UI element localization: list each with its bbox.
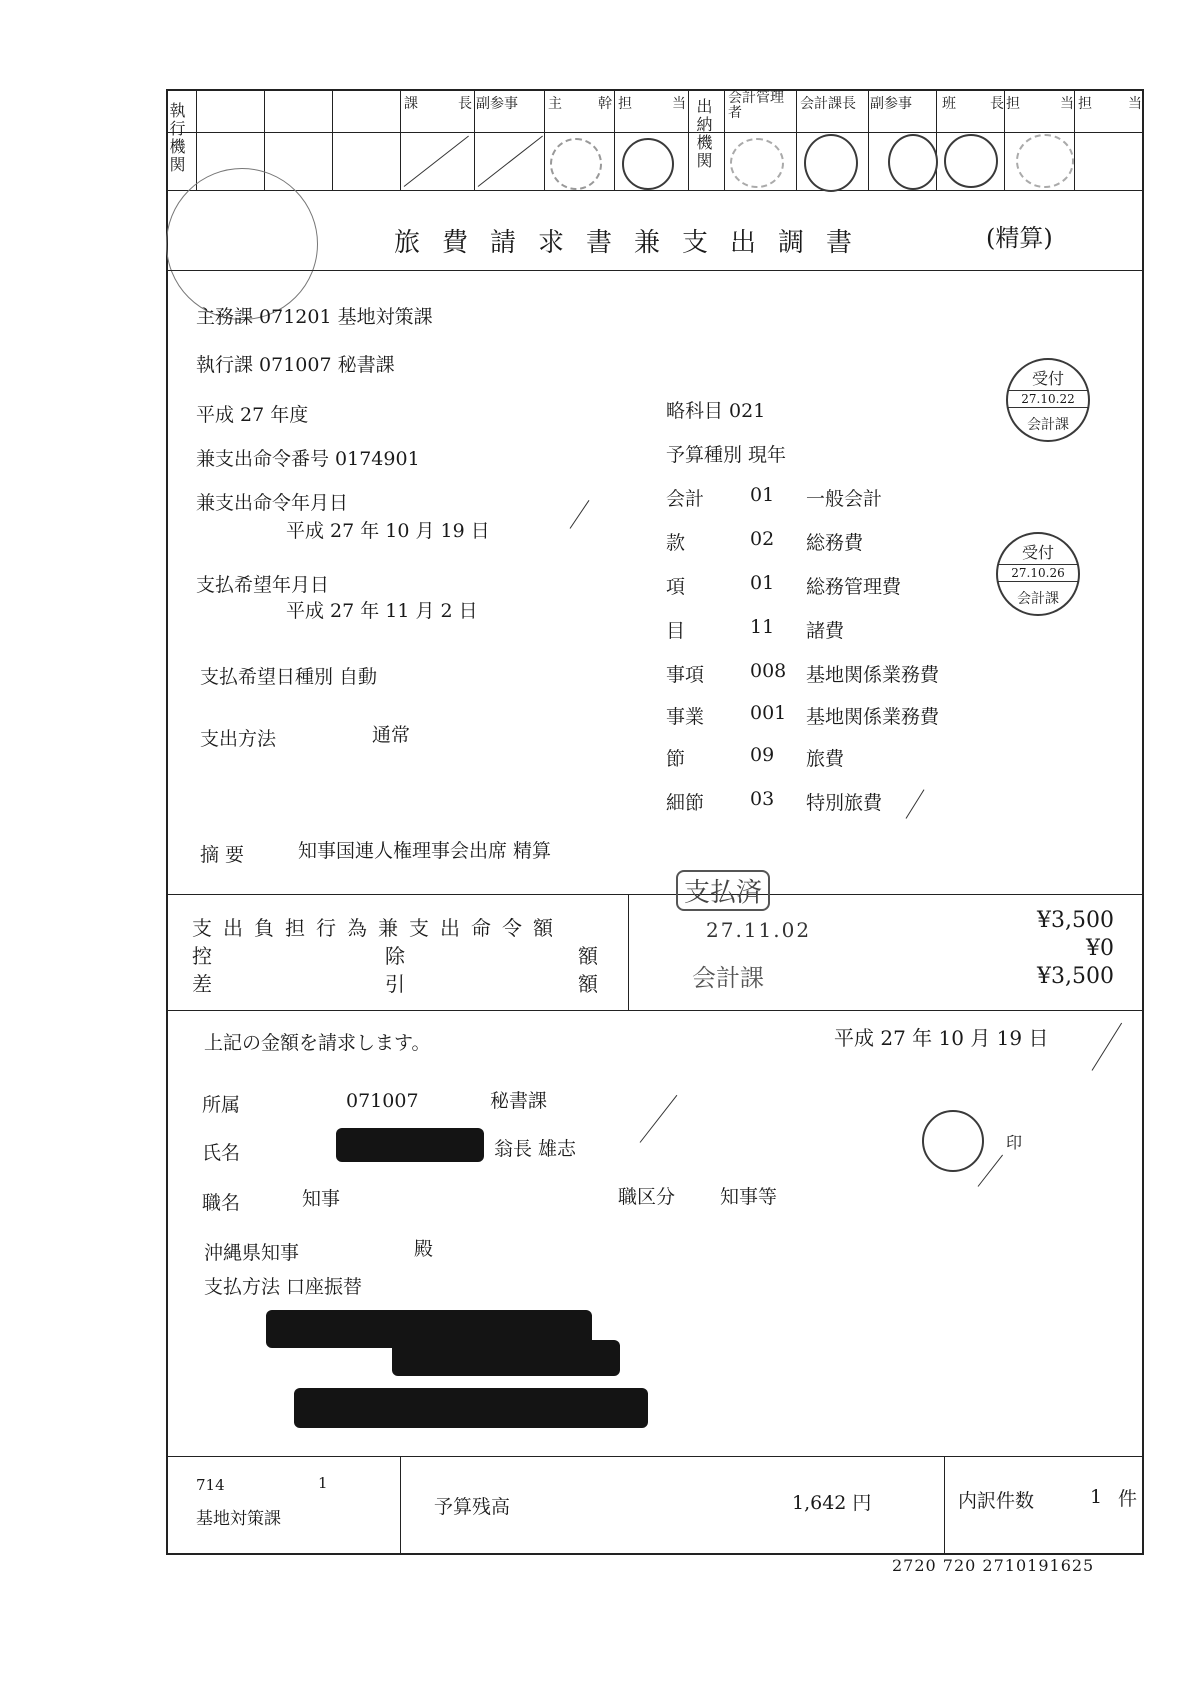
account-row-name: 諸費 <box>806 620 845 642</box>
payment-date-type: 支払希望日種別 自動 <box>200 666 378 688</box>
payment-date: 平成 27 年 11 月 2 日 <box>286 600 478 622</box>
footer-code-1: 714 <box>196 1476 225 1494</box>
account-row-label: 節 <box>666 748 686 770</box>
amount-top-line <box>166 894 1144 895</box>
claim-date: 平成 27 年 10 月 19 日 <box>834 1026 1049 1050</box>
net-amount-value: ¥3,500 <box>1037 964 1114 989</box>
personal-seal-icon <box>922 1110 984 1172</box>
deduction-value: ¥0 <box>1086 936 1114 961</box>
seal-mark: 印 <box>1006 1133 1023 1152</box>
account-row-code: 01 <box>750 572 775 594</box>
class-value: 知事等 <box>720 1186 778 1208</box>
budget-type: 予算種別 現年 <box>666 444 787 466</box>
account-row-name: 基地関係業務費 <box>806 706 940 728</box>
order-number: 兼支出命令番号 0174901 <box>196 448 420 470</box>
seal-icon <box>622 138 674 190</box>
account-row-code: 02 <box>750 528 775 550</box>
abbreviated-subject: 略科目 021 <box>666 400 766 422</box>
affiliation-label: 所属 <box>202 1094 241 1116</box>
account-row-name: 総務管理費 <box>806 576 902 598</box>
payment-date-label: 支払希望年月日 <box>196 574 330 596</box>
claimant-name: 翁長 雄志 <box>494 1138 577 1160</box>
date-stamp-icon <box>166 168 318 320</box>
account-row-label: 細節 <box>666 792 705 814</box>
exec-org-label: 執行機関 <box>167 102 186 174</box>
approval-bottom-line <box>166 190 1144 191</box>
receipt-stamp-icon: 受付 27.10.22 会計課 <box>1006 358 1090 442</box>
footer-top-line <box>166 1456 1144 1457</box>
position-label: 職名 <box>202 1192 241 1214</box>
order-date: 平成 27 年 10 月 19 日 <box>286 520 490 542</box>
footer-code-2: 1 <box>318 1474 328 1492</box>
footer-department: 基地対策課 <box>196 1509 281 1529</box>
order-date-label: 兼支出命令年月日 <box>196 492 349 514</box>
seal-icon <box>730 138 784 188</box>
serial-number: 2720 720 2710191625 <box>892 1556 1095 1575</box>
document-title: 旅費請求書兼支出調書 <box>394 228 875 258</box>
seal-icon <box>550 138 602 190</box>
cashier-org-label: 出納機関 <box>694 98 713 170</box>
amount-divider <box>628 894 629 1010</box>
seal-icon <box>944 134 998 188</box>
expense-method-label: 支出方法 <box>200 728 277 750</box>
affiliation-code: 071007 <box>346 1090 419 1112</box>
seal-icon <box>888 134 938 190</box>
claim-statement: 上記の金額を請求します。 <box>204 1032 431 1054</box>
position-value: 知事 <box>302 1188 341 1210</box>
title-tag: (精算) <box>986 224 1053 252</box>
breakdown-count-label: 内訳件数 <box>958 1490 1035 1512</box>
addressee: 沖縄県知事 <box>204 1242 300 1264</box>
budget-balance-value: 1,642 円 <box>792 1492 872 1514</box>
account-row-name: 旅費 <box>806 748 845 770</box>
breakdown-count-value: 1 <box>1090 1486 1103 1508</box>
honorific: 殿 <box>414 1238 434 1260</box>
accounting-manager-label: 会計管理者 <box>728 90 784 121</box>
name-label: 氏名 <box>202 1142 241 1164</box>
account-row-code: 01 <box>750 484 775 506</box>
account-row-name: 総務費 <box>806 532 864 554</box>
account-row-label: 項 <box>666 576 686 598</box>
budget-balance-label: 予算残高 <box>434 1496 511 1518</box>
account-row-code: 09 <box>750 744 775 766</box>
receipt-stamp-icon: 受付 27.10.26 会計課 <box>996 532 1080 616</box>
main-department: 主務課 071201 基地対策課 <box>196 306 433 328</box>
account-row-label: 事業 <box>666 706 705 728</box>
account-row-code: 03 <box>750 788 775 810</box>
summary-label: 摘 要 <box>200 844 245 866</box>
seal-icon <box>804 134 858 192</box>
account-row-code: 008 <box>750 660 787 682</box>
account-row-label: 事項 <box>666 664 705 686</box>
deduction-label: 控除額 <box>192 944 598 968</box>
summary-text: 知事国連人権理事会出席 精算 <box>298 840 552 862</box>
redaction-bar <box>336 1128 484 1162</box>
account-row-name: 特別旅費 <box>806 792 883 814</box>
account-row-code: 11 <box>750 616 775 638</box>
expense-method: 通常 <box>372 724 411 746</box>
paid-stamp-icon: 支払済 27.11.02 会計課 <box>666 866 816 1002</box>
redaction-bar <box>294 1388 648 1428</box>
payment-method: 支払方法 口座振替 <box>204 1276 363 1298</box>
class-label: 職区分 <box>618 1186 676 1208</box>
fiscal-year: 平成 27 年度 <box>196 404 309 426</box>
seal-icon <box>1016 134 1074 188</box>
account-row-name: 基地関係業務費 <box>806 664 940 686</box>
account-row-code: 001 <box>750 702 787 724</box>
account-row-label: 款 <box>666 532 686 554</box>
redaction-bar <box>392 1340 620 1376</box>
approval-row-divider <box>166 132 1144 133</box>
affiliation-name: 秘書課 <box>490 1090 548 1112</box>
breakdown-count-unit: 件 <box>1118 1488 1138 1510</box>
account-row-label: 会計 <box>666 488 705 510</box>
executing-department: 執行課 071007 秘書課 <box>196 354 395 376</box>
order-amount-value: ¥3,500 <box>1037 908 1114 933</box>
title-bottom-line <box>166 270 1144 271</box>
account-row-label: 目 <box>666 620 686 642</box>
net-amount-label: 差引額 <box>192 972 598 996</box>
account-row-name: 一般会計 <box>806 488 883 510</box>
order-amount-label: 支出負担行為兼支出命令額 <box>192 916 564 940</box>
amount-bottom-line <box>166 1010 1144 1011</box>
